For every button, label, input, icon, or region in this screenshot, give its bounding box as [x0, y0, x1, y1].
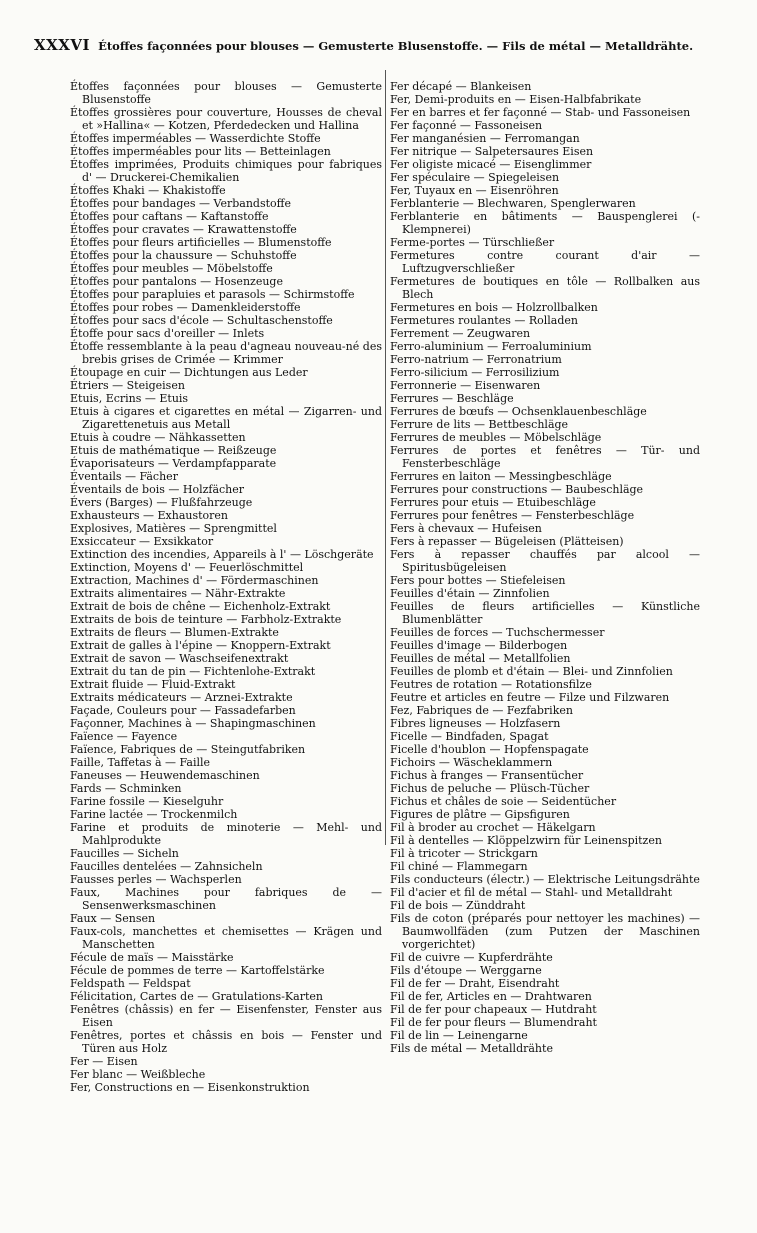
index-entry: Etuis à coudre — Nähkassetten: [70, 431, 246, 444]
index-entry: Étoffes pour sacs d'école — Schultaschenstoffe: [70, 314, 333, 327]
index-entry: Extrait fluide — Fluid-Extrakt: [70, 678, 236, 691]
index-entry: Fils de métal — Metalldrähte: [390, 1042, 553, 1055]
index-entry: Ferrures pour fenêtres — Fensterbeschläge: [390, 509, 635, 522]
index-entry: Fer nitrique — Salpetersaures Eisen: [390, 145, 594, 158]
index-entry: Fer blanc — Weißbleche: [70, 1068, 206, 1081]
index-entry: Étoffes pour bandages — Verbandstoffe: [70, 197, 291, 210]
index-entry: Fil chiné — Flammegarn: [390, 860, 528, 873]
index-entry: Extraits de bois de teinture — Farbholz-Extrakte: [70, 613, 342, 626]
index-entry: Extrait de bois de chêne — Eichenholz-Extrakt: [70, 600, 331, 613]
index-entry: Farine fossile — Kieselguhr: [70, 795, 224, 808]
index-entry: Étoffes Khaki — Khakistoffe: [70, 184, 226, 197]
index-entry: Faïence — Fayence: [70, 730, 178, 743]
index-entry: Fermetures de boutiques en tôle — Rollbalken aus Blech: [390, 275, 700, 301]
index-entry: Etuis, Ecrins — Etuis: [70, 392, 189, 405]
index-entry: Fil d'acier et fil de métal — Stahl- und Metalldraht: [390, 886, 673, 899]
index-entry: Fer spéculaire — Spiegeleisen: [390, 171, 560, 184]
index-entry: Fers à chevaux — Hufeisen: [390, 522, 542, 535]
index-entry: Étoffes pour la chaussure — Schuhstoffe: [70, 249, 297, 262]
index-entry: Ferrure de lits — Bettbeschläge: [390, 418, 569, 431]
index-entry: Étriers — Steigeisen: [70, 379, 185, 392]
page-number: XXXVI: [34, 36, 91, 54]
index-entry: Étoffes façonnées pour blouses — Gemusterte Blusenstoffe: [70, 80, 382, 106]
index-entry: Faucilles dentelées — Zahnsicheln: [70, 860, 263, 873]
index-entry: Évers (Barges) — Flußfahrzeuge: [70, 496, 253, 509]
index-entry: Étoffes pour robes — Damenkleiderstoffe: [70, 301, 301, 314]
index-entry: Faucilles — Sicheln: [70, 847, 179, 860]
index-entry: Fils de coton (préparés pour nettoyer les machines) — Baumwollfäden (zum Putzen der Maschinen vorgerichtet): [390, 912, 700, 951]
index-entry: Fécule de pommes de terre — Kartoffelstärke: [70, 964, 325, 977]
index-entry: Étoffes pour cravates — Krawattenstoffe: [70, 223, 297, 236]
index-entry: Étoupage en cuir — Dichtungen aus Leder: [70, 366, 308, 379]
index-entry: Éventails de bois — Holzfächer: [70, 483, 245, 496]
index-entry: Étoffe pour sacs d'oreiller — Inlets: [70, 327, 265, 340]
index-entry: Ferrures — Beschläge: [390, 392, 514, 405]
index-entry: Fermetures roulantes — Rolladen: [390, 314, 578, 327]
index-entry: Fez, Fabriques de — Fezfabriken: [390, 704, 573, 717]
index-entry: Fils d'étoupe — Werggarne: [390, 964, 542, 977]
index-entry: Fer — Eisen: [70, 1055, 138, 1068]
index-entry: Fer façonné — Fassoneisen: [390, 119, 543, 132]
index-entry: Fermetures contre courant d'air — Luftzugverschließer: [390, 249, 700, 275]
index-entry: Ferro-natrium — Ferronatrium: [390, 353, 562, 366]
index-entry: Fer, Constructions en — Eisenkonstruktion: [70, 1081, 310, 1094]
index-entry: Fermetures en bois — Holzrollbalken: [390, 301, 598, 314]
index-entry: Extinction des incendies, Appareils à l' — Löschgeräte: [70, 548, 374, 561]
index-entry: Feuilles de forces — Tuchschermesser: [390, 626, 605, 639]
index-entry: Étoffes imperméables pour lits — Betteinlagen: [70, 145, 331, 158]
index-entry: Fil de fer, Articles en — Drahtwaren: [390, 990, 592, 1003]
index-entry: Évaporisateurs — Verdampfapparate: [70, 457, 277, 470]
index-entry: Fil à tricoter — Strickgarn: [390, 847, 538, 860]
index-entry: Explosives, Matières — Sprengmittel: [70, 522, 277, 535]
index-entry: Éventails — Fächer: [70, 470, 178, 483]
index-entry: Feuilles d'image — Bilderbogen: [390, 639, 568, 652]
index-entry: Façonner, Machines à — Shapingmaschinen: [70, 717, 316, 730]
index-entry: Façade, Couleurs pour — Fassadefarben: [70, 704, 296, 717]
index-entry: Fer en barres et fer façonné — Stab- und Fassoneisen: [390, 106, 691, 119]
index-entry: Ferrures pour etuis — Etuibeschläge: [390, 496, 596, 509]
index-entry: Étoffe ressemblante à la peau d'agneau nouveau-né des brebis grises de Crimée — Krimmer: [70, 340, 382, 366]
index-entry: Fausses perles — Wachsperlen: [70, 873, 242, 886]
index-entry: Fibres ligneuses — Holzfasern: [390, 717, 561, 730]
column-divider: [385, 70, 386, 845]
index-entry: Ferro-aluminium — Ferroaluminium: [390, 340, 592, 353]
index-entry: Faille, Taffetas à — Faille: [70, 756, 211, 769]
index-entry: Extraits médicateurs — Arznei-Extrakte: [70, 691, 293, 704]
index-entry: Fil de lin — Leinengarne: [390, 1029, 528, 1042]
index-entry: Ferrures en laiton — Messingbeschläge: [390, 470, 612, 483]
index-entry: Fers à repasser — Bügeleisen (Plätteisen): [390, 535, 624, 548]
index-entry: Ferrures de meubles — Möbelschläge: [390, 431, 602, 444]
index-entry: Étoffes pour parapluies et parasols — Schirmstoffe: [70, 288, 355, 301]
index-entry: Fil de bois — Zünddraht: [390, 899, 526, 912]
index-entry: Fil de fer pour fleurs — Blumendraht: [390, 1016, 597, 1029]
index-entry: Fichus de peluche — Plüsch-Tücher: [390, 782, 590, 795]
index-entry: Feldspath — Feldspat: [70, 977, 191, 990]
index-entry: Farine et produits de minoterie — Mehl- und Mahlprodukte: [70, 821, 382, 847]
index-entry: Ficelle d'houblon — Hopfenspagate: [390, 743, 589, 756]
index-entry: Faux, Machines pour fabriques de — Sensenwerksmaschinen: [70, 886, 382, 912]
index-entry: Fer oligiste micacé — Eisenglimmer: [390, 158, 592, 171]
running-header: [34, 36, 724, 54]
index-entry: Fichus et châles de soie — Seidentücher: [390, 795, 617, 808]
index-entry: Fichus à franges — Fransentücher: [390, 769, 584, 782]
index-entry: Faneuses — Heuwendemaschinen: [70, 769, 260, 782]
index-entry: Étoffes pour fleurs artificielles — Blumenstoffe: [70, 236, 332, 249]
index-entry: Étoffes pour caftans — Kaftanstoffe: [70, 210, 269, 223]
index-entry: Étoffes imperméables — Wasserdichte Stoffe: [70, 132, 321, 145]
index-entry: Fer manganésien — Ferromangan: [390, 132, 580, 145]
index-entry: Fils conducteurs (électr.) — Elektrische Leitungsdrähte: [390, 873, 700, 886]
index-entry: Faux — Sensen: [70, 912, 156, 925]
index-entry: Fer, Demi-produits en — Eisen-Halbfabrikate: [390, 93, 642, 106]
index-entry: Fichoirs — Wäscheklammern: [390, 756, 553, 769]
index-entry: Fenêtres, portes et châssis en bois — Fenster und Türen aus Holz: [70, 1029, 382, 1055]
index-entry: Ferro-silicium — Ferrosilizium: [390, 366, 560, 379]
index-entry: Étoffes pour pantalons — Hosenzeuge: [70, 275, 283, 288]
index-entry: Extrait du tan de pin — Fichtenlohe-Extrakt: [70, 665, 316, 678]
index-entry: Faux-cols, manchettes et chemisettes — Krägen und Manschetten: [70, 925, 382, 951]
index-entry: Feuilles de fleurs artificielles — Künstliche Blumenblätter: [390, 600, 700, 626]
index-entry: Extraits de fleurs — Blumen-Extrakte: [70, 626, 279, 639]
index-entry: Ferrement — Zeugwaren: [390, 327, 531, 340]
index-entry: Fil de cuivre — Kupferdrähte: [390, 951, 553, 964]
index-entry: Feuilles de métal — Metallfolien: [390, 652, 571, 665]
index-entry: Fil à dentelles — Klöppelzwirn für Leinenspitzen: [390, 834, 662, 847]
index-entry: Faïence, Fabriques de — Steingutfabriken: [70, 743, 306, 756]
left-column: [70, 80, 382, 1094]
index-entry: Extraits alimentaires — Nähr-Extrakte: [70, 587, 286, 600]
index-entry: Fil de fer pour chapeaux — Hutdraht: [390, 1003, 597, 1016]
index-entry: Ferrures pour constructions — Baubeschläge: [390, 483, 644, 496]
index-entry: Fil de fer — Draht, Eisendraht: [390, 977, 560, 990]
index-entry: Etuis de mathématique — Reißzeuge: [70, 444, 277, 457]
index-entry: Ferronnerie — Eisenwaren: [390, 379, 541, 392]
index-entry: Félicitation, Cartes de — Gratulations-Karten: [70, 990, 323, 1003]
index-entry: Feutres de rotation — Rotationsfilze: [390, 678, 592, 691]
index-entry: Extinction, Moyens d' — Feuerlöschmittel: [70, 561, 304, 574]
index-entry: Ficelle — Bindfaden, Spagat: [390, 730, 549, 743]
index-entry: Feuilles d'étain — Zinnfolien: [390, 587, 550, 600]
index-entry: Fer décapé — Blankeisen: [390, 80, 532, 93]
index-entry: Ferrures de bœufs — Ochsenklauenbeschläge: [390, 405, 647, 418]
index-entry: Exsiccateur — Exsikkator: [70, 535, 214, 548]
index-entry: Étoffes imprimées, Produits chimiques pour fabriques d' — Druckerei-Chemikalien: [70, 158, 382, 184]
index-entry: Fers pour bottes — Stiefeleisen: [390, 574, 566, 587]
index-entry: Extrait de galles à l'épine — Knoppern-Extrakt: [70, 639, 331, 652]
index-entry: Ferrures de portes et fenêtres — Tür- und Fensterbeschläge: [390, 444, 700, 470]
index-entry: Fécule de maïs — Maisstärke: [70, 951, 234, 964]
index-entry: Extraction, Machines d' — Fördermaschinen: [70, 574, 319, 587]
index-entry: Fards — Schminken: [70, 782, 182, 795]
index-entry: Ferme-portes — Türschließer: [390, 236, 555, 249]
index-entry: Étoffes grossières pour couverture, Housses de cheval et »Hallina« — Kotzen, Pferdedecken und Hallina: [70, 106, 382, 132]
index-entry: Exhausteurs — Exhaustoren: [70, 509, 229, 522]
index-entry: Fil à broder au crochet — Häkelgarn: [390, 821, 596, 834]
index-entry: Ferblanterie en bâtiments — Bauspenglerei (-Klempnerei): [390, 210, 700, 236]
index-entry: Fenêtres (châssis) en fer — Eisenfenster, Fenster aus Eisen: [70, 1003, 382, 1029]
index-entry: Farine lactée — Trockenmilch: [70, 808, 238, 821]
index-entry: Ferblanterie — Blechwaren, Spenglerwaren: [390, 197, 636, 210]
index-entry: Fer, Tuyaux en — Eisenröhren: [390, 184, 559, 197]
index-entry: Feuilles de plomb et d'étain — Blei- und Zinnfolien: [390, 665, 673, 678]
index-entry: Etuis à cigares et cigarettes en métal — Zigarren- und Zigarettenetuis aus Metall: [70, 405, 382, 431]
index-entry: Figures de plâtre — Gipsfiguren: [390, 808, 570, 821]
index-entry: Étoffes pour meubles — Möbelstoffe: [70, 262, 273, 275]
running-title: Étoffes façonnées pour blouses — Gemusterte Blusenstoffe. — Fils de métal — Metalldrähte.: [98, 39, 694, 53]
right-column: [390, 80, 700, 1055]
index-entry: Extrait de savon — Waschseifenextrakt: [70, 652, 289, 665]
index-entry: Feutre et articles en feutre — Filze und Filzwaren: [390, 691, 670, 704]
index-entry: Fers à repasser chauffés par alcool — Spiritusbügeleisen: [390, 548, 700, 574]
